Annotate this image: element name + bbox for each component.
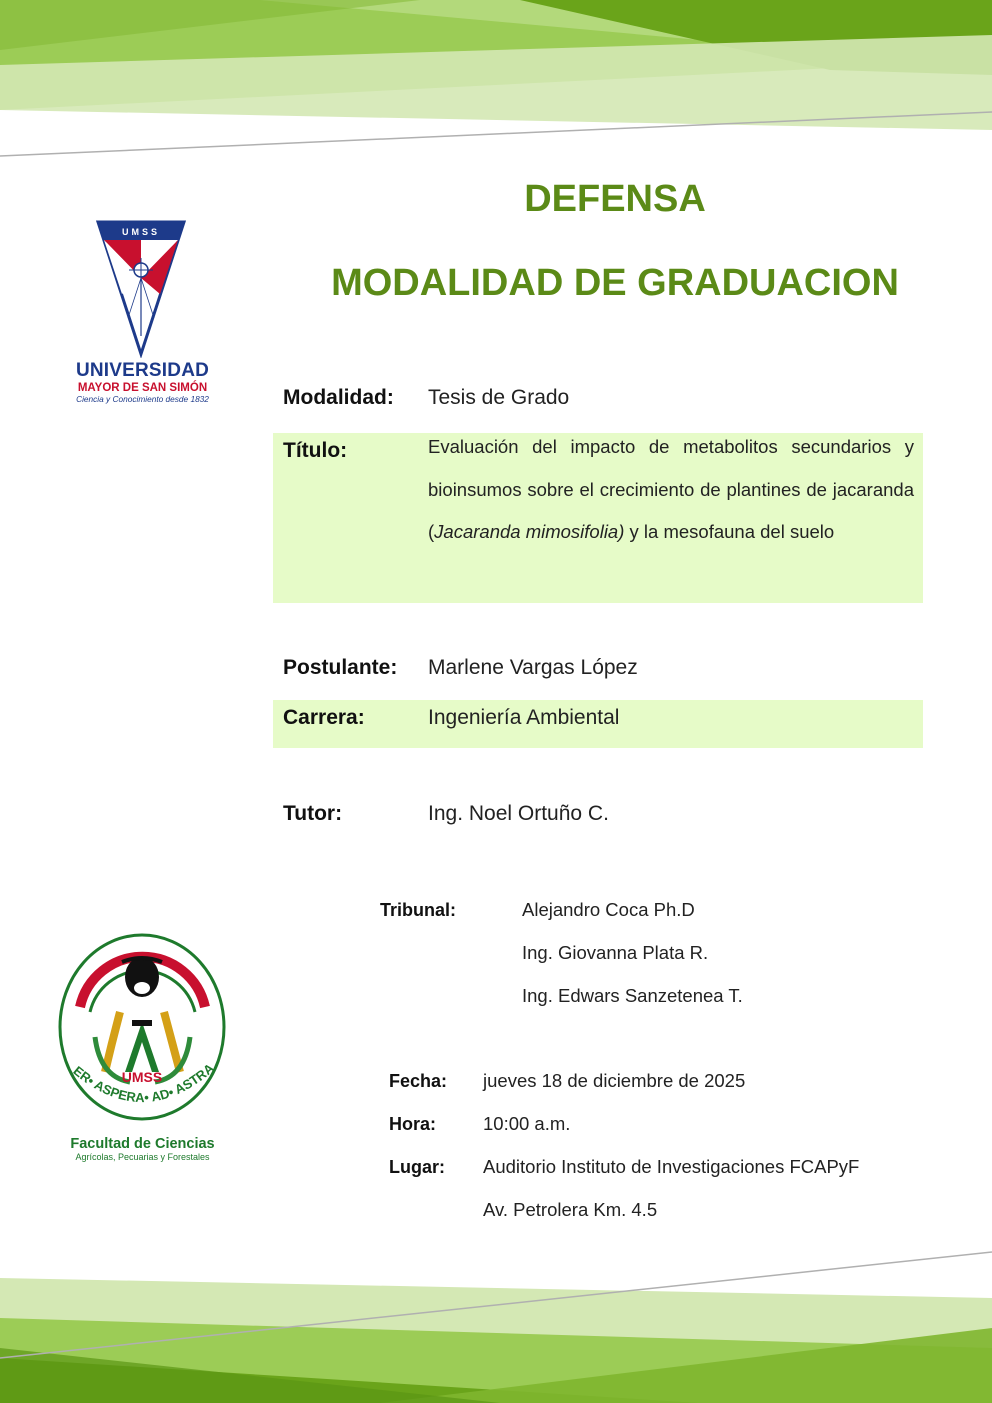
page-title: DEFENSA [524, 178, 706, 220]
titulo-text-italic: Jacaranda mimosifolia) [434, 521, 625, 542]
titulo-label: Título: [283, 439, 348, 462]
postulante-row [273, 650, 923, 692]
lugar-value-line1: Auditorio Instituto de Investigaciones FCAPyF [483, 1156, 860, 1177]
titulo-row [273, 433, 923, 603]
fecha-value: jueves 18 de diciembre de 2025 [483, 1070, 746, 1091]
faculty-emblem-text: UMSS [121, 1069, 163, 1085]
umss-name-line2: MAYOR DE SAN SIMÓN [77, 382, 208, 394]
tribunal-member: Alejandro Coca Ph.D [522, 899, 695, 920]
page-subtitle: MODALIDAD DE GRADUACION [331, 262, 899, 304]
modalidad-row [273, 380, 923, 422]
titulo-value [428, 426, 914, 554]
titulo-text-part2: y la mesofauna del suelo [624, 521, 835, 542]
faculty-logo [50, 932, 235, 1142]
umss-emblem-text: UMSS [121, 227, 161, 237]
tutor-value: Ing. Noel Ortuño C. [428, 802, 609, 825]
umss-name [70, 360, 215, 404]
postulante-value: Marlene Vargas López [428, 656, 638, 679]
tutor-label: Tutor: [283, 802, 343, 825]
carrera-label: Carrera: [283, 706, 365, 729]
carrera-value: Ingeniería Ambiental [428, 706, 620, 729]
modalidad-label: Modalidad: [283, 386, 394, 409]
hora-value: 10:00 a.m. [483, 1113, 571, 1134]
faculty-name-line2: Agrícolas, Pecuarias y Forestales [75, 1152, 210, 1162]
carrera-row [273, 700, 923, 748]
postulante-label: Postulante: [283, 656, 398, 679]
tribunal-member: Ing. Edwars Sanzetenea T. [522, 985, 743, 1006]
tribunal-label: Tribunal: [380, 900, 456, 920]
faculty-name [50, 1136, 235, 1162]
bottom-decorative-band [0, 1248, 992, 1403]
modalidad-value: Tesis de Grado [428, 386, 570, 409]
faculty-name-line1: Facultad de Ciencias [70, 1136, 215, 1152]
tribunal-member: Ing. Giovanna Plata R. [522, 942, 709, 963]
umss-name-line1: UNIVERSIDAD [75, 360, 210, 381]
titulo-text-part1: Evaluación del impacto de metabolitos secundarios y bioinsumos sobre el crecimiento de plantines de jacaranda ( [428, 436, 914, 542]
fecha-label: Fecha: [389, 1071, 448, 1091]
lugar-value-line2: Av. Petrolera Km. 4.5 [483, 1199, 658, 1220]
faculty-motto: ER• ASPERA• AD• ASTRA [70, 1060, 217, 1106]
top-decorative-band [0, 0, 992, 160]
tutor-row [273, 796, 923, 838]
lugar-label: Lugar: [389, 1157, 445, 1177]
umss-name-line3: Ciencia y Conocimiento desde 1832 [76, 394, 209, 404]
hora-label: Hora: [389, 1114, 437, 1134]
